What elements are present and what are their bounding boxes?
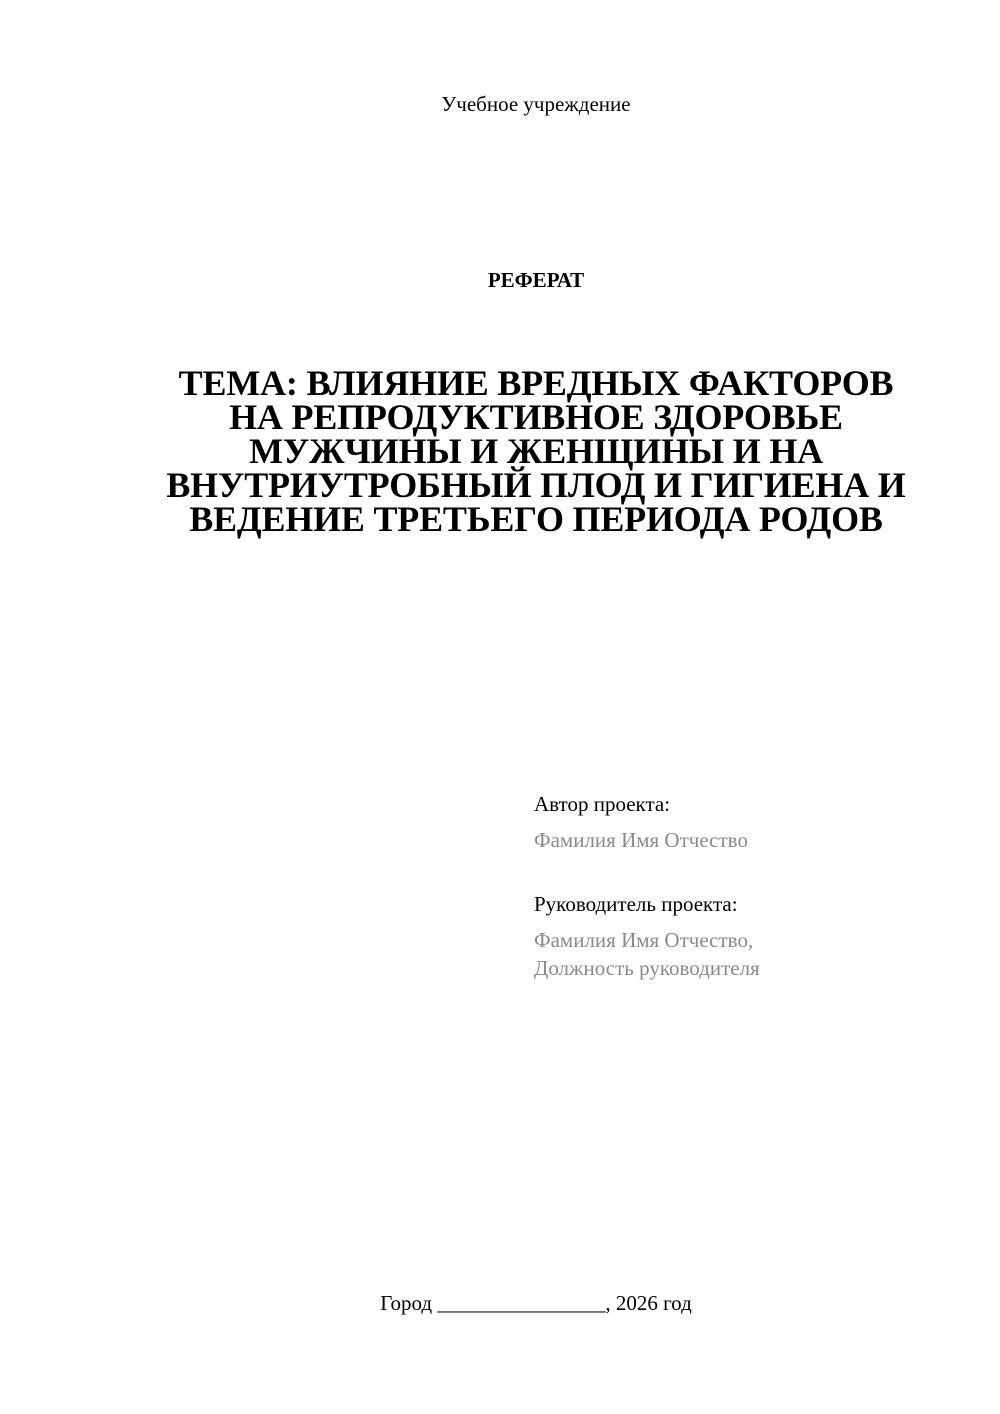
- author-label: Автор проекта:: [534, 792, 671, 816]
- supervisor-name: Фамилия Имя Отчество,: [534, 928, 754, 952]
- institution-name: Учебное учреждение: [441, 92, 631, 116]
- city-year-line: Город ________________, 2026 год: [380, 1291, 692, 1315]
- author-name: Фамилия Имя Отчество: [534, 828, 748, 852]
- document-topic: ТЕМА: ВЛИЯНИЕ ВРЕДНЫХ ФАКТОРОВ НА РЕПРОДУКТИВНОЕ ЗДОРОВЬЕ МУЖЧИНЫ И ЖЕНЩИНЫ И НА ВНУТРИУТРОБНЫЙ ПЛОД И ГИГИЕНА И ВЕДЕНИЕ ТРЕТЬЕГО ПЕРИОДА РОДОВ: [166, 363, 906, 539]
- spacer: [534, 854, 974, 890]
- document-type: РЕФЕРАТ: [487, 268, 585, 292]
- supervisor-label: Руководитель проекта:: [534, 892, 738, 916]
- supervisor-position: Должность руководителя: [534, 956, 760, 980]
- authors-block: [534, 790, 974, 982]
